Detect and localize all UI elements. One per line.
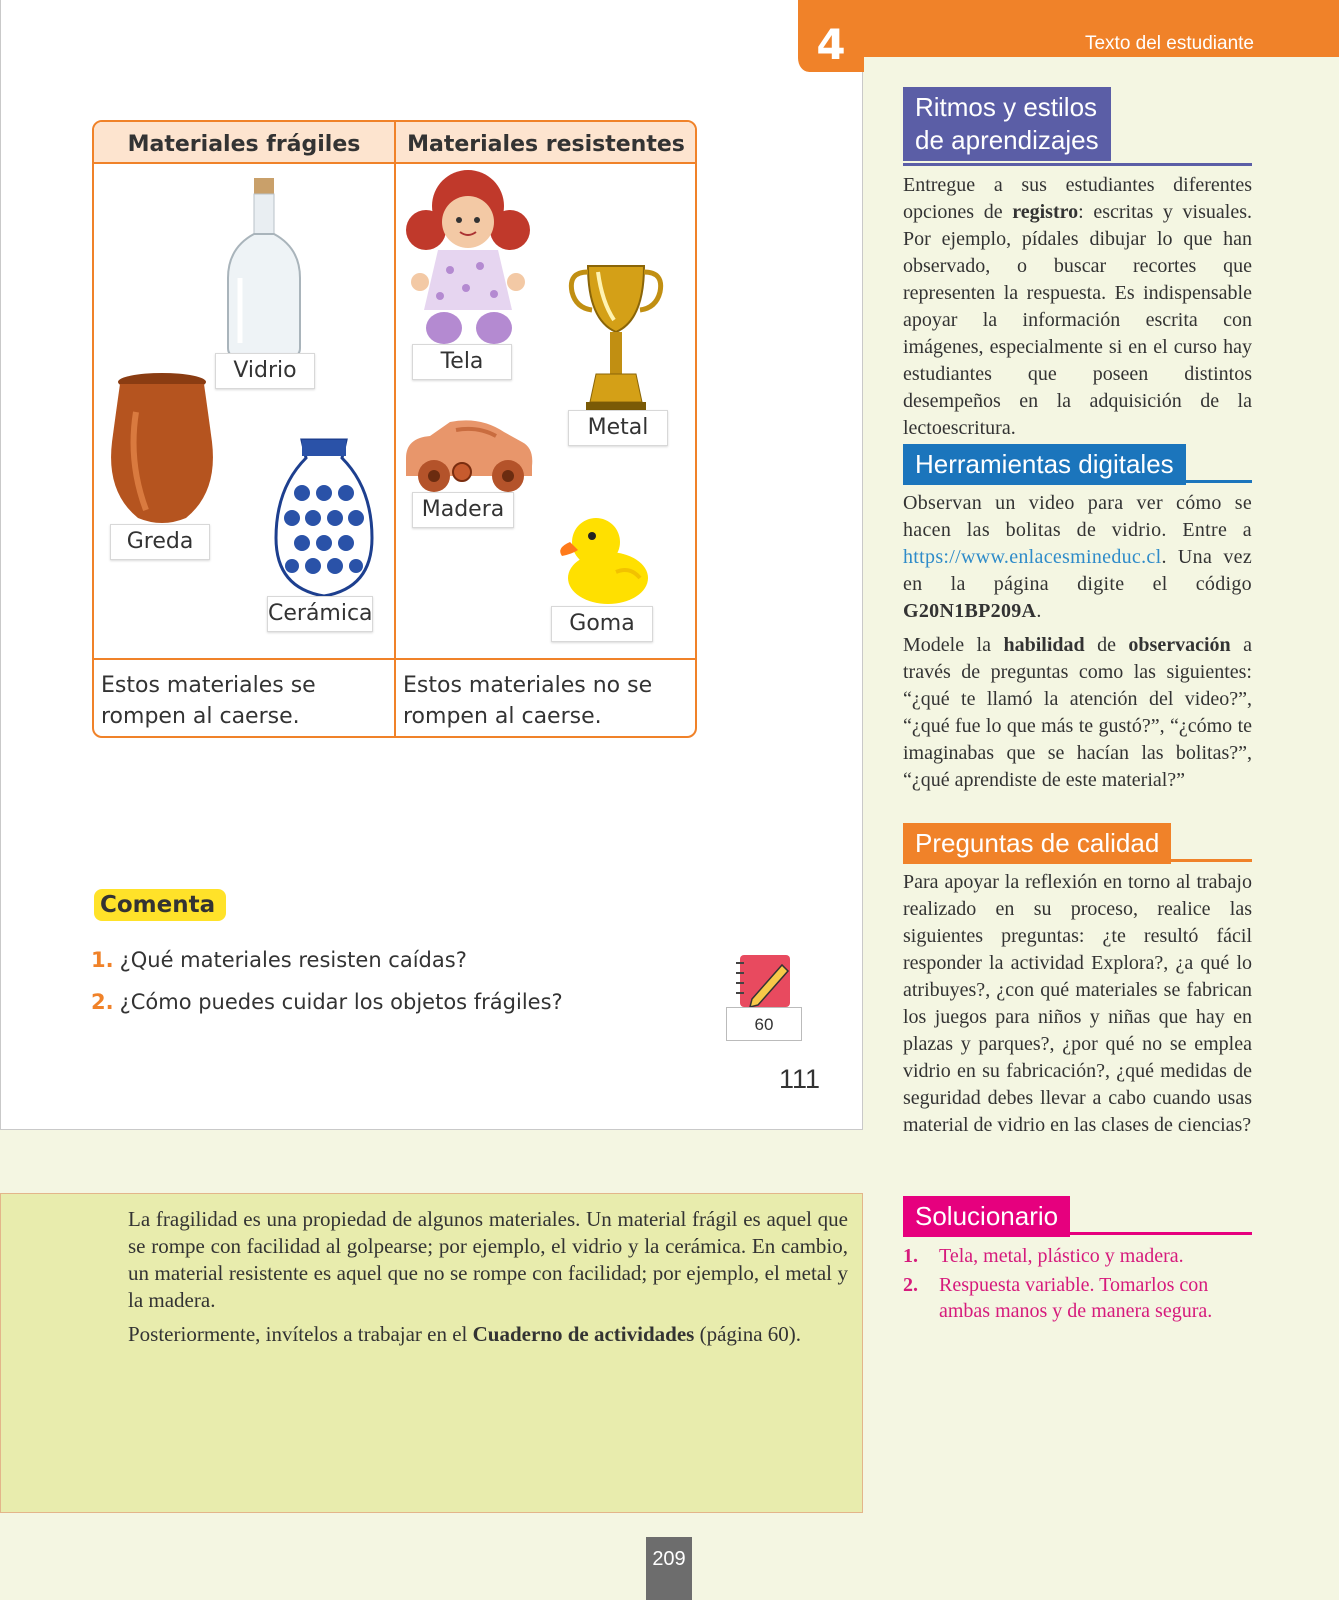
solution-2-continued: ambas manos y de manera segura.	[939, 1300, 1213, 1322]
unit-number-tab: 4	[795, 0, 864, 72]
ceramic-vase-image	[272, 438, 376, 598]
resistant-footer-line1: Estos materiales no se	[403, 673, 653, 698]
question-1-text: ¿Qué materiales resisten caídas?	[119, 948, 467, 972]
solution-1-text: Tela, metal, plástico y madera.	[939, 1245, 1184, 1267]
cuaderno-link-text: Cuaderno de actividades	[472, 1322, 695, 1346]
question-1-number: 1.	[91, 948, 114, 972]
ritmos-title-line1: Ritmos y estilos	[915, 92, 1098, 122]
herramientas-text-pre: Observan un video para ver cómo se hacen las bolitas de vidrio. Entre a	[903, 492, 1252, 541]
rubber-duck-image	[556, 508, 652, 606]
label-madera: Madera	[412, 492, 514, 528]
ritmos-text-bold: registro	[1012, 201, 1079, 223]
teacher-note-paragraph-1: La fragilidad es una propiedad de algunos materiales. Un material frágil es aquel que se rompe con facilidad al golpearse; por ejemplo, el vidrio y la cerámica. En cambio, un material resistente es aquel que no se rompe con facilidad; por ejemplo, el metal y la madera.	[128, 1207, 848, 1312]
label-greda: Greda	[110, 524, 210, 560]
fragile-footer-line2: rompen al caerse.	[101, 704, 300, 729]
label-goma: Goma	[551, 606, 653, 642]
label-metal: Metal	[568, 410, 668, 446]
rag-doll-image	[400, 170, 536, 346]
footer-divider	[94, 658, 695, 660]
ritmos-title	[903, 87, 1111, 161]
resistant-footer	[403, 670, 652, 732]
solution-1-number: 1.	[903, 1245, 918, 1267]
notebook-page-number: 60	[726, 1007, 802, 1041]
access-code: G20N1BP209A	[903, 600, 1037, 622]
ritmos-rule	[903, 163, 1252, 166]
wooden-car-image	[400, 418, 536, 494]
herramientas-rule	[903, 480, 1252, 483]
resistant-header: Materiales resistentes	[407, 132, 685, 157]
modele-bold-2: observación	[1128, 634, 1231, 656]
label-ceramica: Cerámica	[267, 596, 373, 632]
fragile-footer-line1: Estos materiales se	[101, 673, 316, 698]
teacher-note-p2-post: (página 60).	[694, 1322, 802, 1346]
herramientas-text-end: .	[1036, 600, 1042, 622]
student-page	[0, 0, 863, 1130]
fragile-header: Materiales frágiles	[127, 132, 361, 157]
solucionario-rule	[903, 1232, 1252, 1235]
herramientas-text	[903, 490, 1252, 625]
modele-text	[903, 632, 1252, 794]
label-tela: Tela	[412, 344, 512, 380]
glass-bottle-image	[222, 178, 306, 358]
ritmos-text	[903, 172, 1252, 442]
preguntas-rule	[903, 859, 1252, 862]
clay-pot-image	[106, 372, 218, 524]
resistant-footer-line2: rompen al caerse.	[403, 704, 602, 729]
modele-text-2: de	[1084, 634, 1129, 656]
ritmos-text-pre: Entregue a sus estudiantes diferentes opciones de	[903, 174, 1252, 223]
question-2-number: 2.	[91, 990, 114, 1014]
modele-text-3: a través de preguntas como las siguientes: “¿qué te llamó la atención del video?”, “¿qué fue lo que más te gustó?”, “¿cómo te imaginabas que se hacían las bolitas?”, “¿qué aprendiste de este material?”	[903, 634, 1252, 791]
modele-text-1: Modele la	[903, 634, 1004, 656]
trophy-image	[568, 262, 664, 412]
herramientas-title: Herramientas digitales	[903, 444, 1186, 485]
ritmos-title-line2: de aprendizajes	[915, 125, 1099, 155]
ritmos-text-post: : escritas y visuales. Por ejemplo, pídales dibujar lo que han observado, o buscar recortes que representen la respuesta. Es indispensable apoyar la información escrita con imágenes, especialmente si en el curso hay estudiantes que poseen distintos desempeños en la adquisición de la lectoescritura.	[903, 201, 1252, 439]
guide-page-number: 209	[646, 1537, 692, 1600]
question-2-text: ¿Cómo puedes cuidar los objetos frágiles?	[119, 990, 563, 1014]
solucionario-title: Solucionario	[903, 1196, 1070, 1237]
herramientas-text-mid: . Una vez en la página digite el código	[903, 546, 1252, 595]
student-page-number: 111	[779, 1064, 821, 1094]
solution-2-line1: Respuesta variable. Tomarlos con	[939, 1274, 1209, 1296]
solution-2-number: 2.	[903, 1274, 918, 1296]
teacher-note-p2-pre: Posteriormente, invítelos a trabajar en el	[128, 1322, 473, 1346]
solution-2	[903, 1272, 1208, 1299]
teacher-note-paragraph-2	[128, 1321, 848, 1348]
column-divider	[394, 122, 396, 736]
question-1	[91, 948, 467, 972]
header-label: Texto del estudiante	[1084, 33, 1254, 54]
fragile-footer	[101, 670, 316, 732]
enlaces-link[interactable]: https://www.enlacesmineduc.cl	[903, 546, 1162, 568]
materials-table	[92, 120, 697, 738]
solution-1	[903, 1243, 1184, 1270]
preguntas-title: Preguntas de calidad	[903, 823, 1171, 864]
preguntas-text: Para apoyar la reflexión en torno al trabajo realizado en su proceso, realice las siguientes preguntas: ¿te resultó fácil responder la actividad Explora?, ¿a qué lo atribuyes?, ¿con qué materiales se fabrican los juegos para niños y niñas que hay en plazas y parques?, ¿por qué no se emplea vidrio en su fabricación?, ¿qué medidas de seguridad debes llevar a cabo cuando usas material de vidrio en las clases de ciencias?	[903, 871, 1252, 1136]
header-bar	[863, 0, 1339, 57]
teacher-note-box	[0, 1193, 863, 1513]
modele-bold-1: habilidad	[1003, 634, 1085, 656]
question-2	[91, 990, 563, 1014]
label-vidrio: Vidrio	[215, 353, 315, 389]
comenta-badge: Comenta	[94, 889, 226, 921]
